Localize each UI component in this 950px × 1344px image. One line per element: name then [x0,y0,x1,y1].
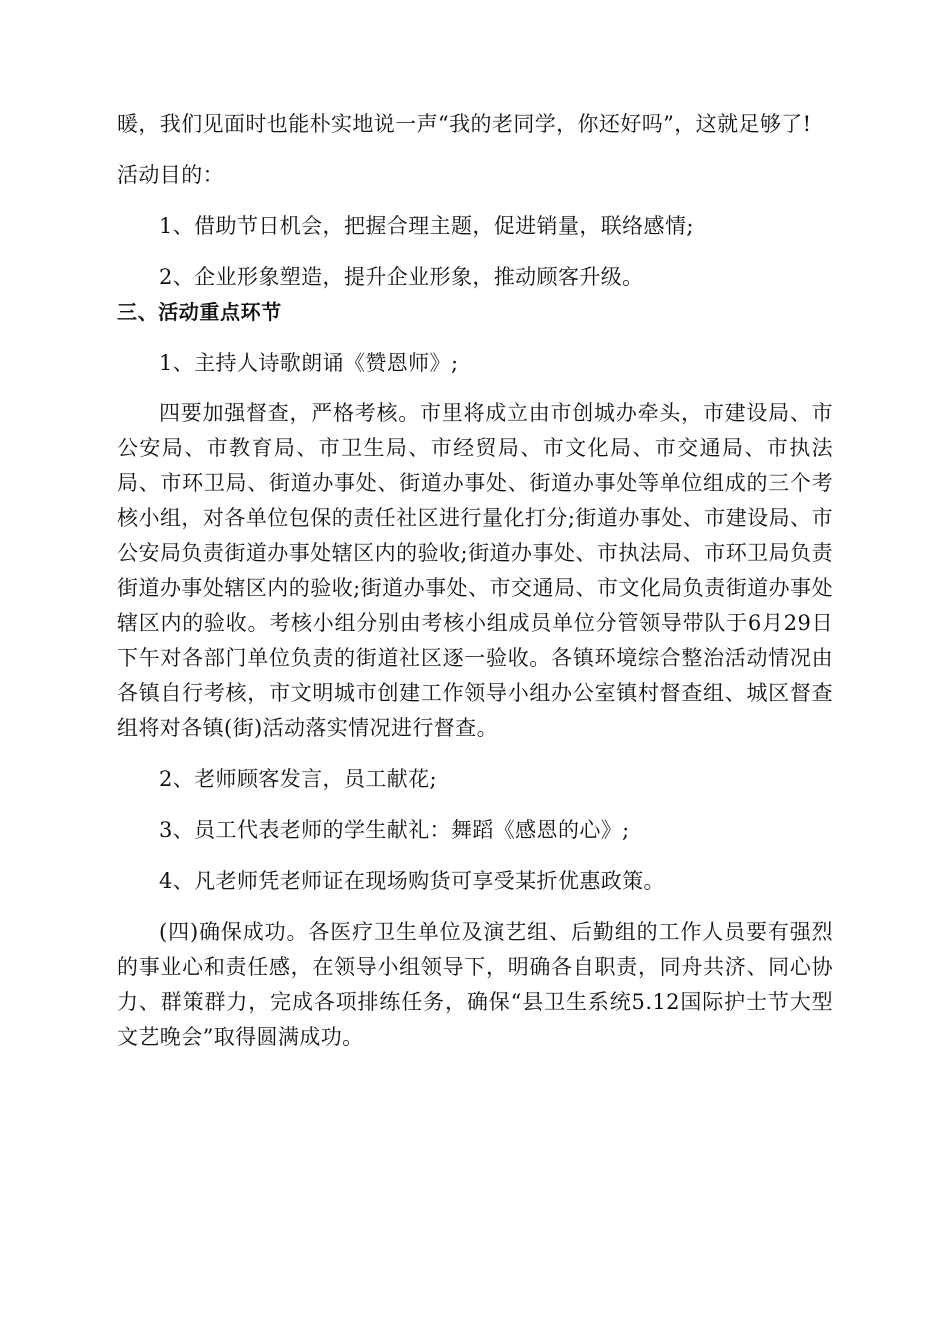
document-body [117,107,833,1055]
list-item-highlight-1: 1、主持人诗歌朗诵《赞恩师》; [159,351,459,375]
paragraph-inspection: 四要加强督查，严格考核。市里将成立由市创城办牵头，市建设局、市公安局、市教育局、市卫生局、市经贸局、市文化局、市交通局、市执法局、市环卫局、街道办事处、街道办事处、街道办事处等单位组成的三个考核小组，对各单位包保的责任社区进行量化打分;街道办事处、市建设局、市公安局负责街道办事处辖区内的验收;街道办事处、市执法局、市环卫局负责街道办事处辖区内的验收;街道办事处、市交通局、市文化局负责街道办事处辖区内的验收。考核小组分别由考核小组成员单位分管领导带队于6月29日下午对各部门单位负责的街道社区逐一验收。各镇环境综合整治活动情况由各镇自行考核，市文明城市创建工作领导小组办公室镇村督查组、城区督查组将对各镇(街)活动落实情况进行督查。 [117,401,833,740]
list-item-highlight-4: 4、凡老师凭老师证在现场购货可享受某折优惠政策。 [159,869,665,893]
list-item-purpose-1: 1、借助节日机会，把握合理主题，促进销量，联络感情; [159,214,694,238]
section-heading: 三、活动重点环节 [117,300,282,324]
list-item-highlight-3: 3、员工代表老师的学生献礼：舞蹈《感恩的心》; [159,818,630,842]
paragraph-purpose-label: 活动目的： [117,163,224,187]
list-item-purpose-2: 2、企业形象塑造，提升企业形象，推动顾客升级。 [159,265,644,289]
list-item-highlight-2: 2、老师顾客发言，员工献花; [159,767,438,791]
paragraph-closing-greeting: 暖，我们见面时也能朴实地说一声“我的老同学，你还好吗”，这就足够了! [117,112,812,136]
paragraph-ensure-success: (四)确保成功。各医疗卫生单位及演艺组、后勤组的工作人员要有强烈的事业心和责任感，在领导小组领导下，明确各自职责，同舟共济、同心协力、群策群力，完成各项排练任务，确保“县卫生系统5.12国际护士节大型文艺晚会”取得圆满成功。 [117,920,833,1049]
